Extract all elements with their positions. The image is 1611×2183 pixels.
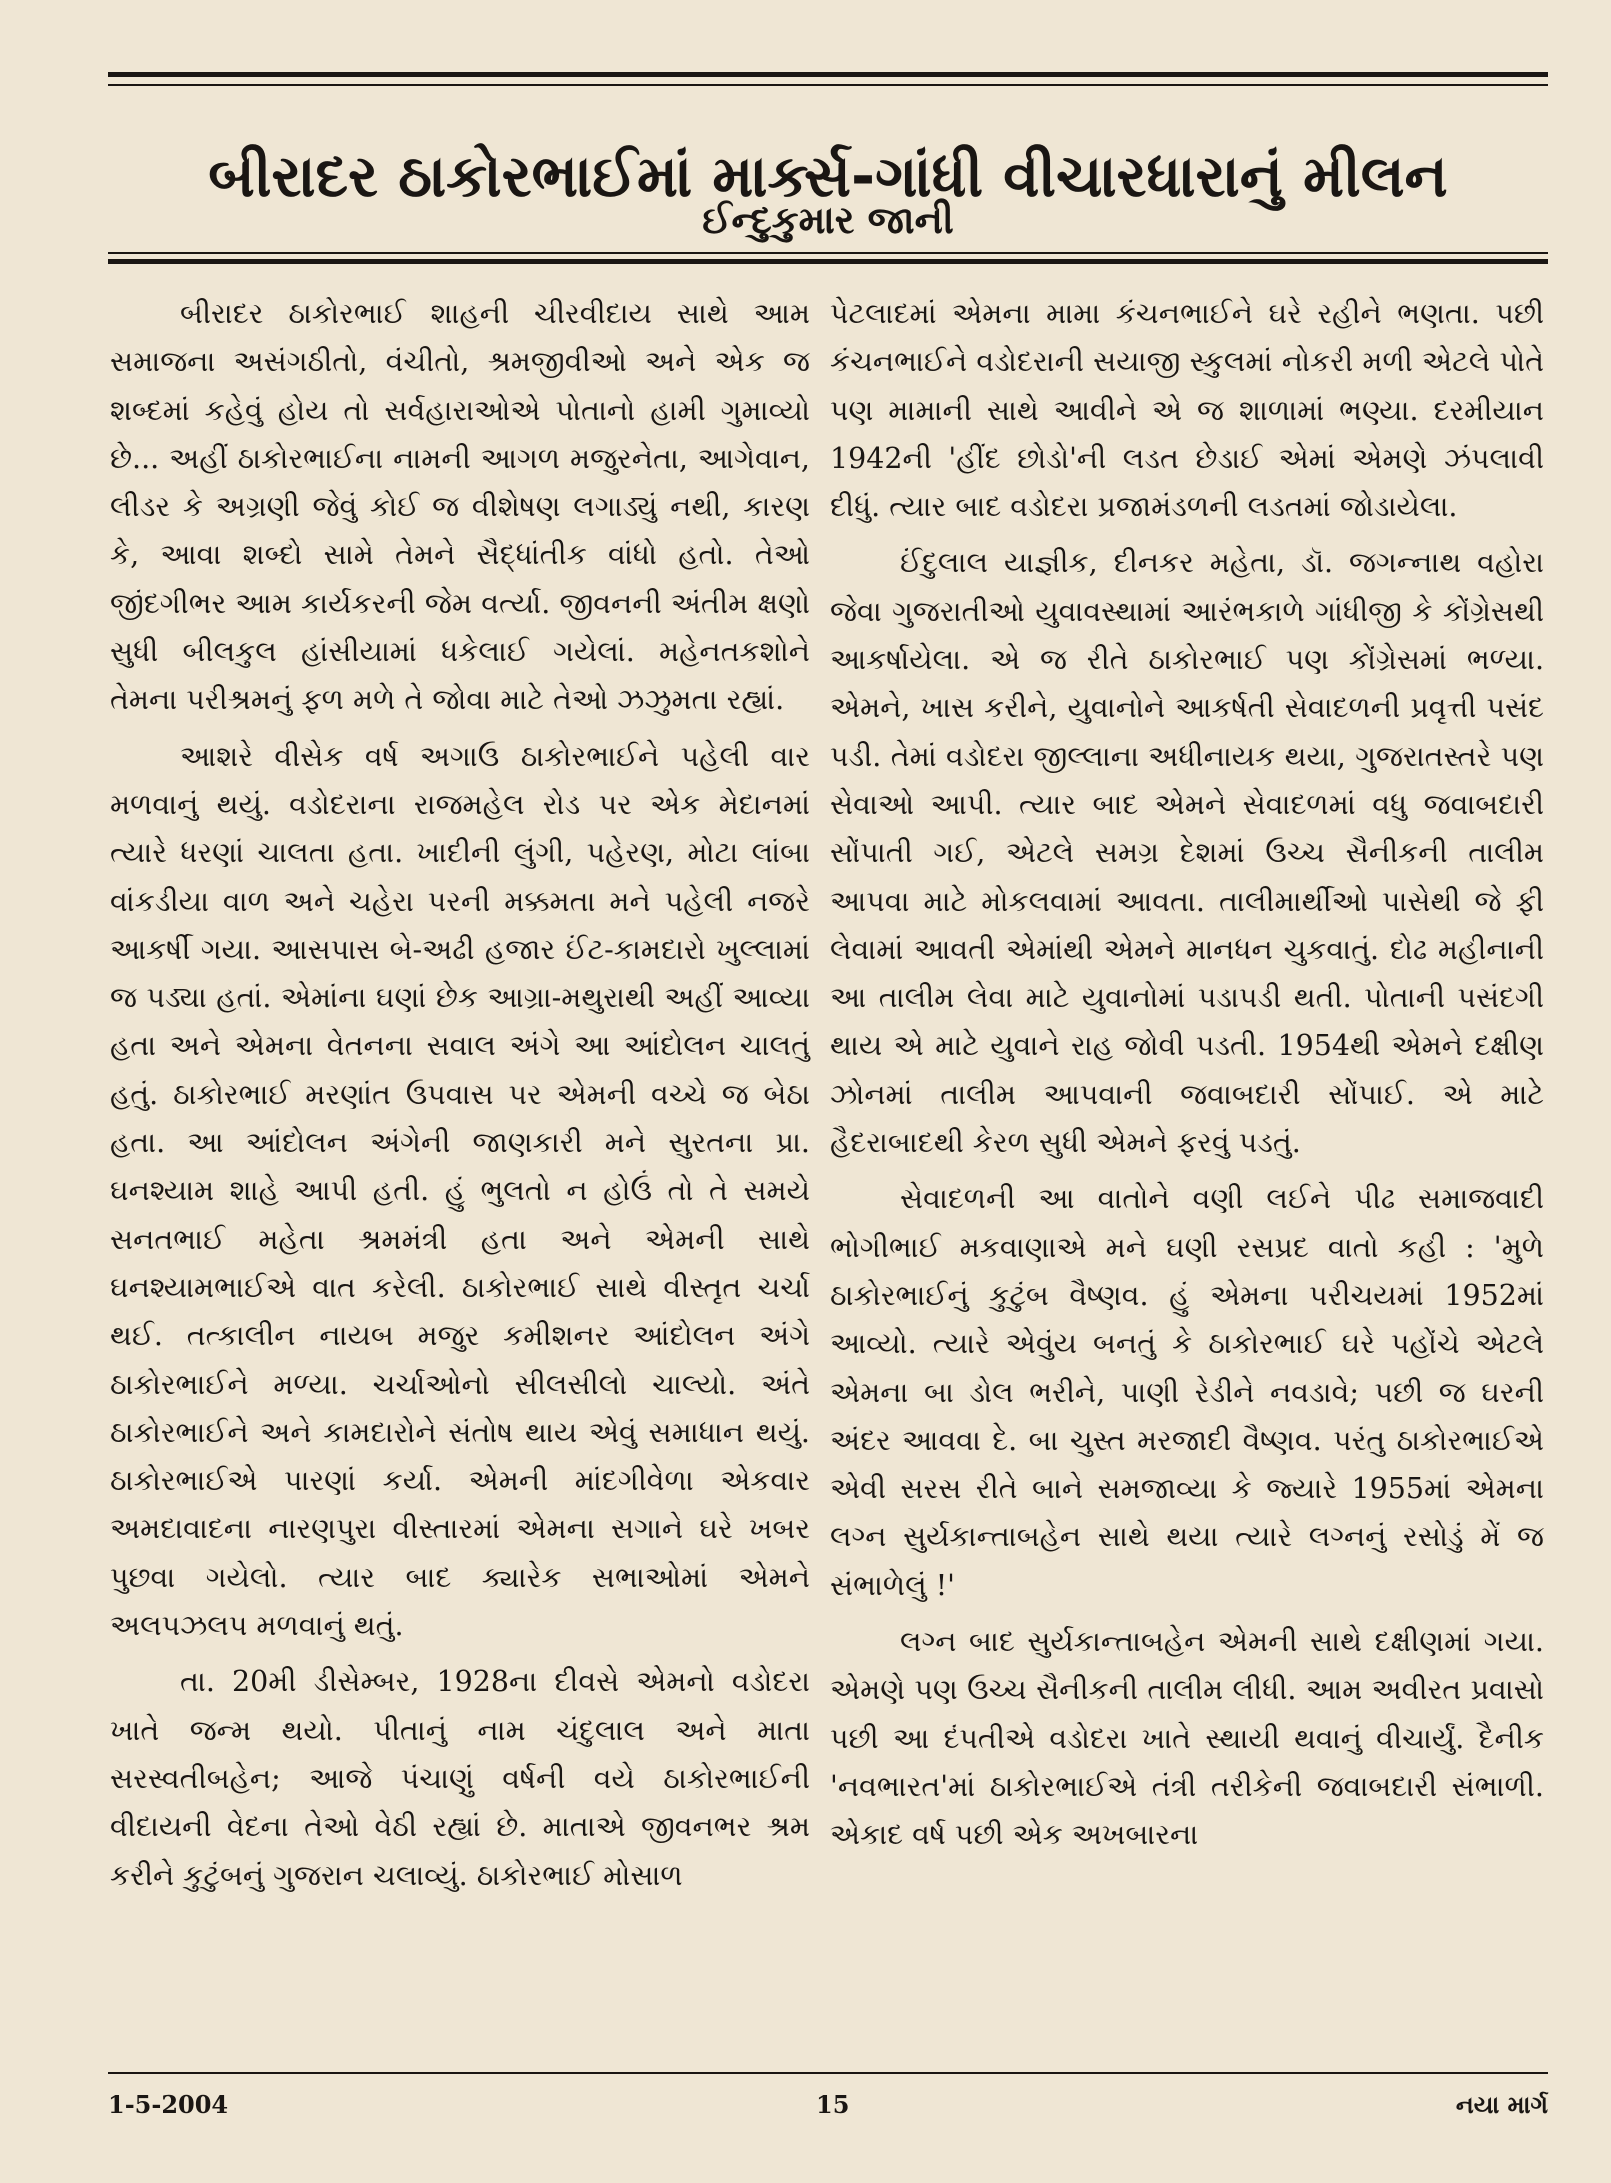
- page-number: 15: [816, 2090, 850, 2119]
- right-column: [830, 290, 1544, 1868]
- paragraph-5: ઈંદુલાલ યાજ્ઞીક, દીનકર મહેતા, ડૉ. જગન્નાથ વહોરા જેવા ગુજરાતીઓ યુવાવસ્થામાં આરંભકાળે ગાંધીજી કે કોંગ્રેસથી આકર્ષાયેલા. એ જ રીતે ઠાકોરભાઈ પણ કોંગ્રેસમાં ભળ્યા. એમને, ખાસ કરીને, યુવાનોને આકર્ષતી સેવાદળની પ્રવૃત્તી પસંદ પડી. તેમાં વડોદરા જીલ્લાના અધીનાયક થયા, ગુજરાતસ્તરે પણ સેવાઓ આપી. ત્યાર બાદ એમને સેવાદળમાં વધુ જવાબદારી સોંપાતી ગઈ, એટલે સમગ્ર દેશમાં ઉચ્ચ સૈનીકની તાલીમ આપવા માટે મોકલવામાં આવતા. તાલીમાર્થીઓ પાસેથી જે ફી લેવામાં આવતી એમાંથી એમને માનધન ચુકવાતું. દોઢ મહીનાની આ તાલીમ લેવા માટે યુવાનોમાં પડાપડી થતી. પોતાની પસંદગી થાય એ માટે યુવાને રાહ જોવી પડતી. 1954થી એમને દક્ષીણ ઝોનમાં તાલીમ આપવાની જવાબદારી સોંપાઈ. એ માટે હૈદરાબાદથી કેરળ સુધી એમને ફરવું પડતું.: [830, 546, 1544, 1160]
- left-column: [110, 290, 810, 1908]
- header-rule-thin: [108, 252, 1548, 254]
- top-rule-thin: [108, 84, 1548, 86]
- paragraph-2: આશરે વીસેક વર્ષ અગાઉ ઠાકોરભાઈને પહેલી વાર મળવાનું થયું. વડોદરાના રાજમહેલ રોડ પર એક મેદાનમાં ત્યારે ધરણાં ચાલતા હતા. ખાદીની લુંગી, પહેરણ, મોટા લાંબા વાંકડીયા વાળ અને ચહેરા પરની મક્કમતા મને પહેલી નજરે આકર્ષી ગયા. આસપાસ બે-અઢી હજાર ઈંટ-કામદારો ખુલ્લામાં જ પડ્યા હતાં. એમાંના ઘણાં છેક આગ્રા-મથુરાથી અહીં આવ્યા હતા અને એમના વેતનના સવાલ અંગે આ આંદોલન ચાલતું હતું. ઠાકોરભાઈ મરણાંત ઉપવાસ પર એમની વચ્ચે જ બેઠા હતા. આ આંદોલન અંગેની જાણકારી મને સુરતના પ્રા. ઘનશ્યામ શાહે આપી હતી. હું ભુલતો ન હોઉં તો તે સમયે સનતભાઈ મહેતા શ્રમમંત્રી હતા અને એમની સાથે ઘનશ્યામભાઈએ વાત કરેલી. ઠાકોરભાઈ સાથે વીસ્તૃત ચર્ચા થઈ. તત્કાલીન નાયબ મજુર કમીશનર આંદોલન અંગે ઠાકોરભાઈને મળ્યા. ચર્ચાઓનો સીલસીલો ચાલ્યો. અંતે ઠાકોરભાઈને અને કામદારોને સંતોષ થાય એવું સમાધાન થયું. ઠાકોરભાઈએ પારણાં કર્યા. એમની માંદગીવેળા એકવાર અમદાવાદના નારણપુરા વીસ્તારમાં એમના સગાને ઘરે ખબર પુછવા ગયેલો. ત્યાર બાદ ક્યારેક સભાઓમાં એમને અલપઝલપ મળવાનું થતું.: [110, 739, 810, 1643]
- article-title: બીરાદર ઠાકોરભાઈમાં માર્ક્સ-ગાંધી વીચારધારાનું મીલન: [208, 141, 1448, 210]
- paragraph-6: સેવાદળની આ વાતોને વણી લઈને પીઢ સમાજવાદી ભોગીભાઈ મકવાણાએ મને ઘણી રસપ્રદ વાતો કહી : 'મુળે ઠાકોરભાઈનું કુટુંબ વૈષ્ણવ. હું એમના પરીચયમાં 1952માં આવ્યો. ત્યારે એવુંય બનતું કે ઠાકોરભાઈ ઘરે પહોંચે એટલે એમના બા ડોલ ભરીને, પાણી રેડીને નવડાવે; પછી જ ઘરની અંદર આવવા દે. બા ચુસ્ત મરજાદી વૈષ્ણવ. પરંતુ ઠાકોરભાઈએ એવી સરસ રીતે બાને સમજાવ્યા કે જ્યારે 1955માં એમના લગ્ન સુર્યકાન્તાબહેન સાથે થયા ત્યારે લગ્નનું રસોડું મેં જ સંભાળેલું !': [830, 1182, 1544, 1602]
- paragraph-7: લગ્ન બાદ સુર્યકાન્તાબહેન એમની સાથે દક્ષીણમાં ગયા. એમણે પણ ઉચ્ચ સૈનીકની તાલીમ લીધી. આમ અવીરત પ્રવાસો પછી આ દંપતીએ વડોદરા ખાતે સ્થાયી થવાનું વીચાર્યું. દૈનીક 'નવભારત'માં ઠાકોરભાઈએ તંત્રી તરીકેની જવાબદારી સંભાળી. એકાદ વર્ષ પછી એક અખબારના: [830, 1625, 1544, 1852]
- paragraph-3: તા. 20મી ડીસેમ્બર, 1928ના દીવસે એમનો વડોદરા ખાતે જન્મ થયો. પીતાનું નામ ચંદુલાલ અને માતા સરસ્વતીબહેન; આજે પંચાણું વર્ષની વયે ઠાકોરભાઈની વીદાયની વેદના તેઓ વેઠી રહ્યાં છે. માતાએ જીવનભર શ્રમ કરીને કુટુંબનું ગુજરાન ચલાવ્યું. ઠાકોરભાઈ મોસાળ: [110, 1665, 810, 1892]
- footer-rule: [108, 2072, 1548, 2074]
- paragraph-1: બીરાદર ઠાકોરભાઈ શાહની ચીરવીદાય સાથે આમ સમાજના અસંગઠીતો, વંચીતો, શ્રમજીવીઓ અને એક જ શબ્દમાં કહેવું હોય તો સર્વહારાઓએ પોતાનો હામી ગુમાવ્યો છે... અહીં ઠાકોરભાઈના નામની આગળ મજુરનેતા, આગેવાન, લીડર કે અગ્રણી જેવું કોઈ જ વીશેષણ લગાડ્યું નથી, કારણ કે, આવા શબ્દો સામે તેમને સૈદ્ધાંતીક વાંધો હતો. તેઓ જીંદગીભર આમ કાર્યકરની જેમ વર્ત્યા. જીવનની અંતીમ ક્ષણો સુધી બીલકુલ હાંસીયામાં ધકેલાઈ ગયેલાં. મહેનતકશોને તેમના પરીશ્રમનું ફળ મળે તે જોવા માટે તેઓ ઝઝુમતા રહ્યાં.: [110, 297, 810, 717]
- paragraph-4: પેટલાદમાં એમના મામા કંચનભાઈને ઘરે રહીને ભણતા. પછી કંચનભાઈને વડોદરાની સયાજી સ્કુલમાં નોકરી મળી એટલે પોતે પણ મામાની સાથે આવીને એ જ શાળામાં ભણ્યા. દરમીયાન 1942ની 'હીંદ છોડો'ની લડત છેડાઈ એમાં એમણે ઝંપલાવી દીધું. ત્યાર બાદ વડોદરા પ્રજામંડળની લડતમાં જોડાયેલા.: [830, 297, 1544, 524]
- magazine-name: નયા માર્ગ: [1455, 2090, 1548, 2119]
- header-rule-thick: [108, 259, 1548, 264]
- issue-date: 1-5-2004: [108, 2090, 229, 2119]
- top-rule-thick: [108, 72, 1548, 77]
- article-author: ઈન્દુકુમાર જાની: [702, 198, 954, 242]
